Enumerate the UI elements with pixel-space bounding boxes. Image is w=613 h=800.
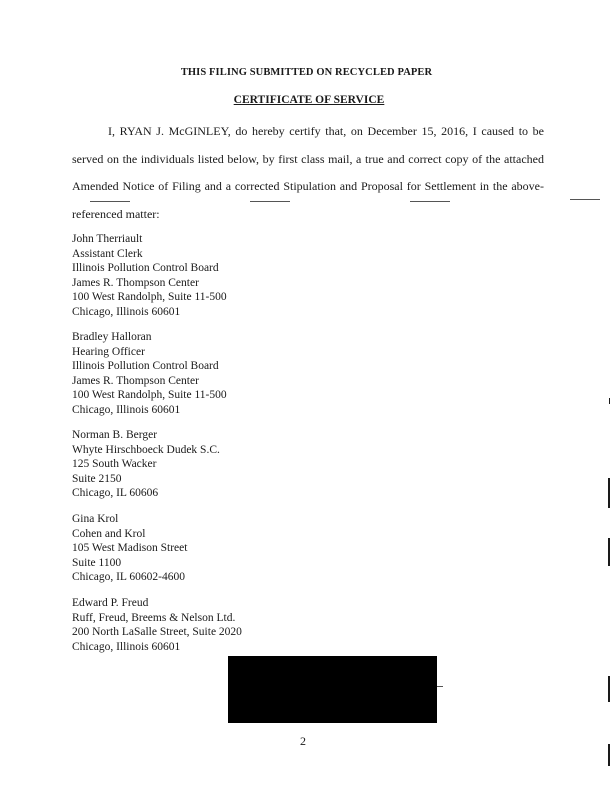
scan-artifact xyxy=(608,538,610,566)
scan-artifact xyxy=(250,201,290,202)
recipient-line: Suite 2150 xyxy=(72,472,122,485)
recipient-line: 125 South Wacker xyxy=(72,458,157,471)
recipient-block xyxy=(72,428,220,501)
recipient-line: Chicago, IL 60602-4600 xyxy=(72,571,185,584)
recipient-block xyxy=(72,330,227,418)
recipient-line: Chicago, Illinois 60601 xyxy=(72,403,181,416)
recipient-block xyxy=(72,512,187,585)
recipient-line: Hearing Officer xyxy=(72,345,145,358)
recipient-line: James R. Thompson Center xyxy=(72,276,199,289)
recipient-line: Chicago, Illinois 60601 xyxy=(72,640,181,653)
recipient-block xyxy=(72,232,227,320)
recipient-line: 105 West Madison Street xyxy=(72,542,188,555)
recipient-line: Ruff, Freud, Breems & Nelson Ltd. xyxy=(72,611,236,624)
recipient-line: Suite 1100 xyxy=(72,556,122,569)
recipient-line: Norman B. Berger xyxy=(72,429,158,441)
recipient-line: Chicago, Illinois 60601 xyxy=(72,305,181,318)
recipient-line: Illinois Pollution Control Board xyxy=(72,360,219,373)
scan-artifact xyxy=(608,676,610,702)
recipient-line: 200 North LaSalle Street, Suite 2020 xyxy=(72,626,242,639)
recycled-paper-banner: THIS FILING SUBMITTED ON RECYCLED PAPER xyxy=(180,67,433,78)
redaction-box xyxy=(228,656,437,723)
recipient-line: Illinois Pollution Control Board xyxy=(72,262,219,275)
recipient-line: 100 West Randolph, Suite 11-500 xyxy=(72,389,227,402)
recipient-line: Bradley Halloran xyxy=(72,331,152,343)
page-number: 2 xyxy=(300,734,306,748)
certification-paragraph: I, RYAN J. McGINLEY, do hereby certify that, on December 15, 2016, I caused to be served on the individuals listed below, by first class mail, a true and correct copy of the attached Amended Notice of Filing and a corrected Stipulation and Proposal for Settlement in the above-referenced matter: xyxy=(72,124,544,221)
recipient-line: Cohen and Krol xyxy=(72,527,146,540)
scan-artifact xyxy=(410,201,450,202)
recipient-line: Gina Krol xyxy=(72,513,119,525)
scan-artifact xyxy=(608,478,610,508)
scan-artifact xyxy=(90,201,130,202)
recipient-line: 100 West Randolph, Suite 11-500 xyxy=(72,291,227,304)
scan-artifact xyxy=(570,199,600,200)
scan-artifact xyxy=(609,398,610,404)
recipient-line: Whyte Hirschboeck Dudek S.C. xyxy=(72,443,220,456)
recipient-line: John Therriault xyxy=(72,233,143,245)
scan-artifact xyxy=(437,686,443,687)
recipient-line: Assistant Clerk xyxy=(72,247,143,260)
scan-artifact xyxy=(608,744,610,766)
recipient-line: Edward P. Freud xyxy=(72,597,149,609)
recipient-line: Chicago, IL 60606 xyxy=(72,487,159,500)
recipient-block xyxy=(72,596,242,654)
document-title: CERTIFICATE OF SERVICE xyxy=(233,94,385,106)
recipient-line: James R. Thompson Center xyxy=(72,374,199,387)
